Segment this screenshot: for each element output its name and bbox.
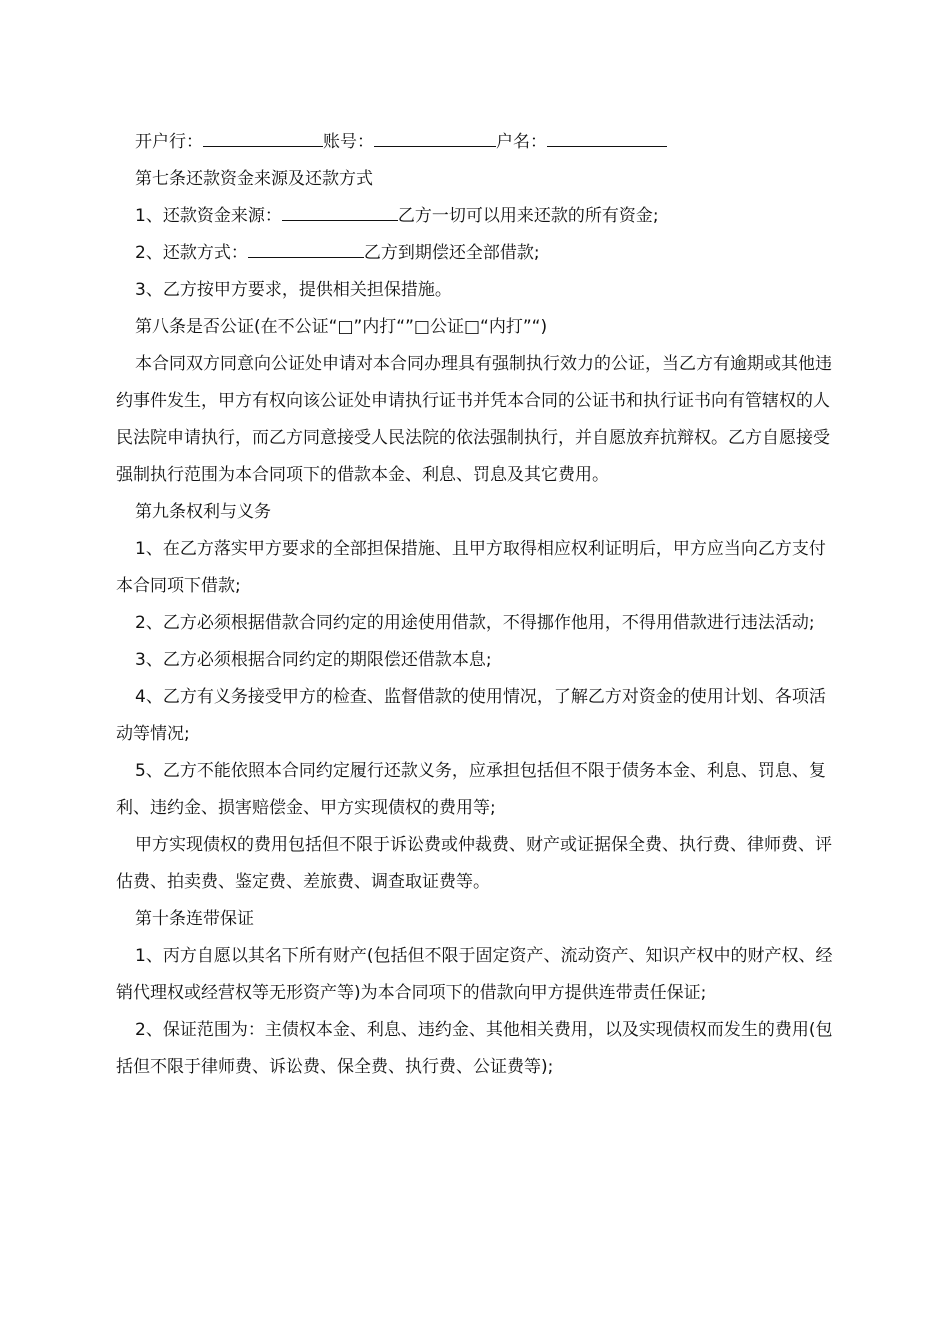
document-body [116, 124, 838, 1086]
repayment-source-blank [282, 204, 398, 221]
account-holder-blank [547, 130, 667, 147]
repayment-method-blank [248, 241, 364, 258]
article-7-item-2 [116, 235, 838, 272]
article-7-item-1-prefix: 1、还款资金来源： [135, 206, 282, 226]
article-7-item-2-prefix: 2、还款方式： [135, 243, 248, 263]
account-info-line [116, 124, 838, 161]
article-9-item-1: 1、在乙方落实甲方要求的全部担保措施、且甲方取得相应权利证明后，甲方应当向乙方支付本合同项下借款; [116, 539, 826, 596]
article-9-title: 第九条权利与义务 [135, 502, 271, 522]
article-10-title: 第十条连带保证 [135, 909, 254, 929]
article-7-title: 第七条还款资金来源及还款方式 [135, 169, 373, 189]
article-8-body: 本合同双方同意向公证处申请对本合同办理具有强制执行效力的公证，当乙方有逾期或其他违约事件发生，甲方有权向该公证处申请执行证书并凭本合同的公证书和执行证书向有管辖权的人民法院申请执行，而乙方同意接受人民法院的依法强制执行，并自愿放弃抗辩权。乙方自愿接受强制执行范围为本合同项下的借款本金、利息、罚息及其它费用。 [116, 354, 832, 485]
bank-blank [203, 130, 323, 147]
bank-label: 开户行： [135, 132, 203, 152]
account-number-blank [374, 130, 496, 147]
article-9-item-5-note: 甲方实现债权的费用包括但不限于诉讼费或仲裁费、财产或证据保全费、执行费、律师费、评估费、拍卖费、鉴定费、差旅费、调查取证费等。 [116, 835, 832, 892]
article-9-item-5: 5、乙方不能依照本合同约定履行还款义务，应承担包括但不限于债务本金、利息、罚息、复利、违约金、损害赔偿金、甲方实现债权的费用等; [116, 761, 826, 818]
account-holder-label: 户名： [496, 132, 547, 152]
article-9-item-4: 4、乙方有义务接受甲方的检查、监督借款的使用情况，了解乙方对资金的使用计划、各项活动等情况; [116, 687, 826, 744]
article-7-item-1 [116, 198, 838, 235]
article-9-item-3: 3、乙方必须根据合同约定的期限偿还借款本息; [135, 650, 492, 670]
article-7-item-3: 3、乙方按甲方要求，提供相关担保措施。 [135, 280, 452, 300]
article-7-item-1-suffix: 乙方一切可以用来还款的所有资金; [397, 206, 659, 226]
article-10-item-2: 2、保证范围为：主债权本金、利息、违约金、其他相关费用，以及实现债权而发生的费用(包括但不限于律师费、诉讼费、保全费、执行费、公证费等); [116, 1020, 833, 1077]
account-number-label: 账号： [323, 132, 374, 152]
article-9-item-2: 2、乙方必须根据借款合同约定的用途使用借款，不得挪作他用，不得用借款进行违法活动; [135, 613, 815, 633]
article-8-title: 第八条是否公证(在不公证“□”内打“”□公证□“内打”“) [135, 317, 548, 337]
article-10-item-1: 1、丙方自愿以其名下所有财产(包括但不限于固定资产、流动资产、知识产权中的财产权、经销代理权或经营权等无形资产等)为本合同项下的借款向甲方提供连带责任保证; [116, 946, 833, 1003]
article-7-item-2-suffix: 乙方到期偿还全部借款; [363, 243, 540, 263]
